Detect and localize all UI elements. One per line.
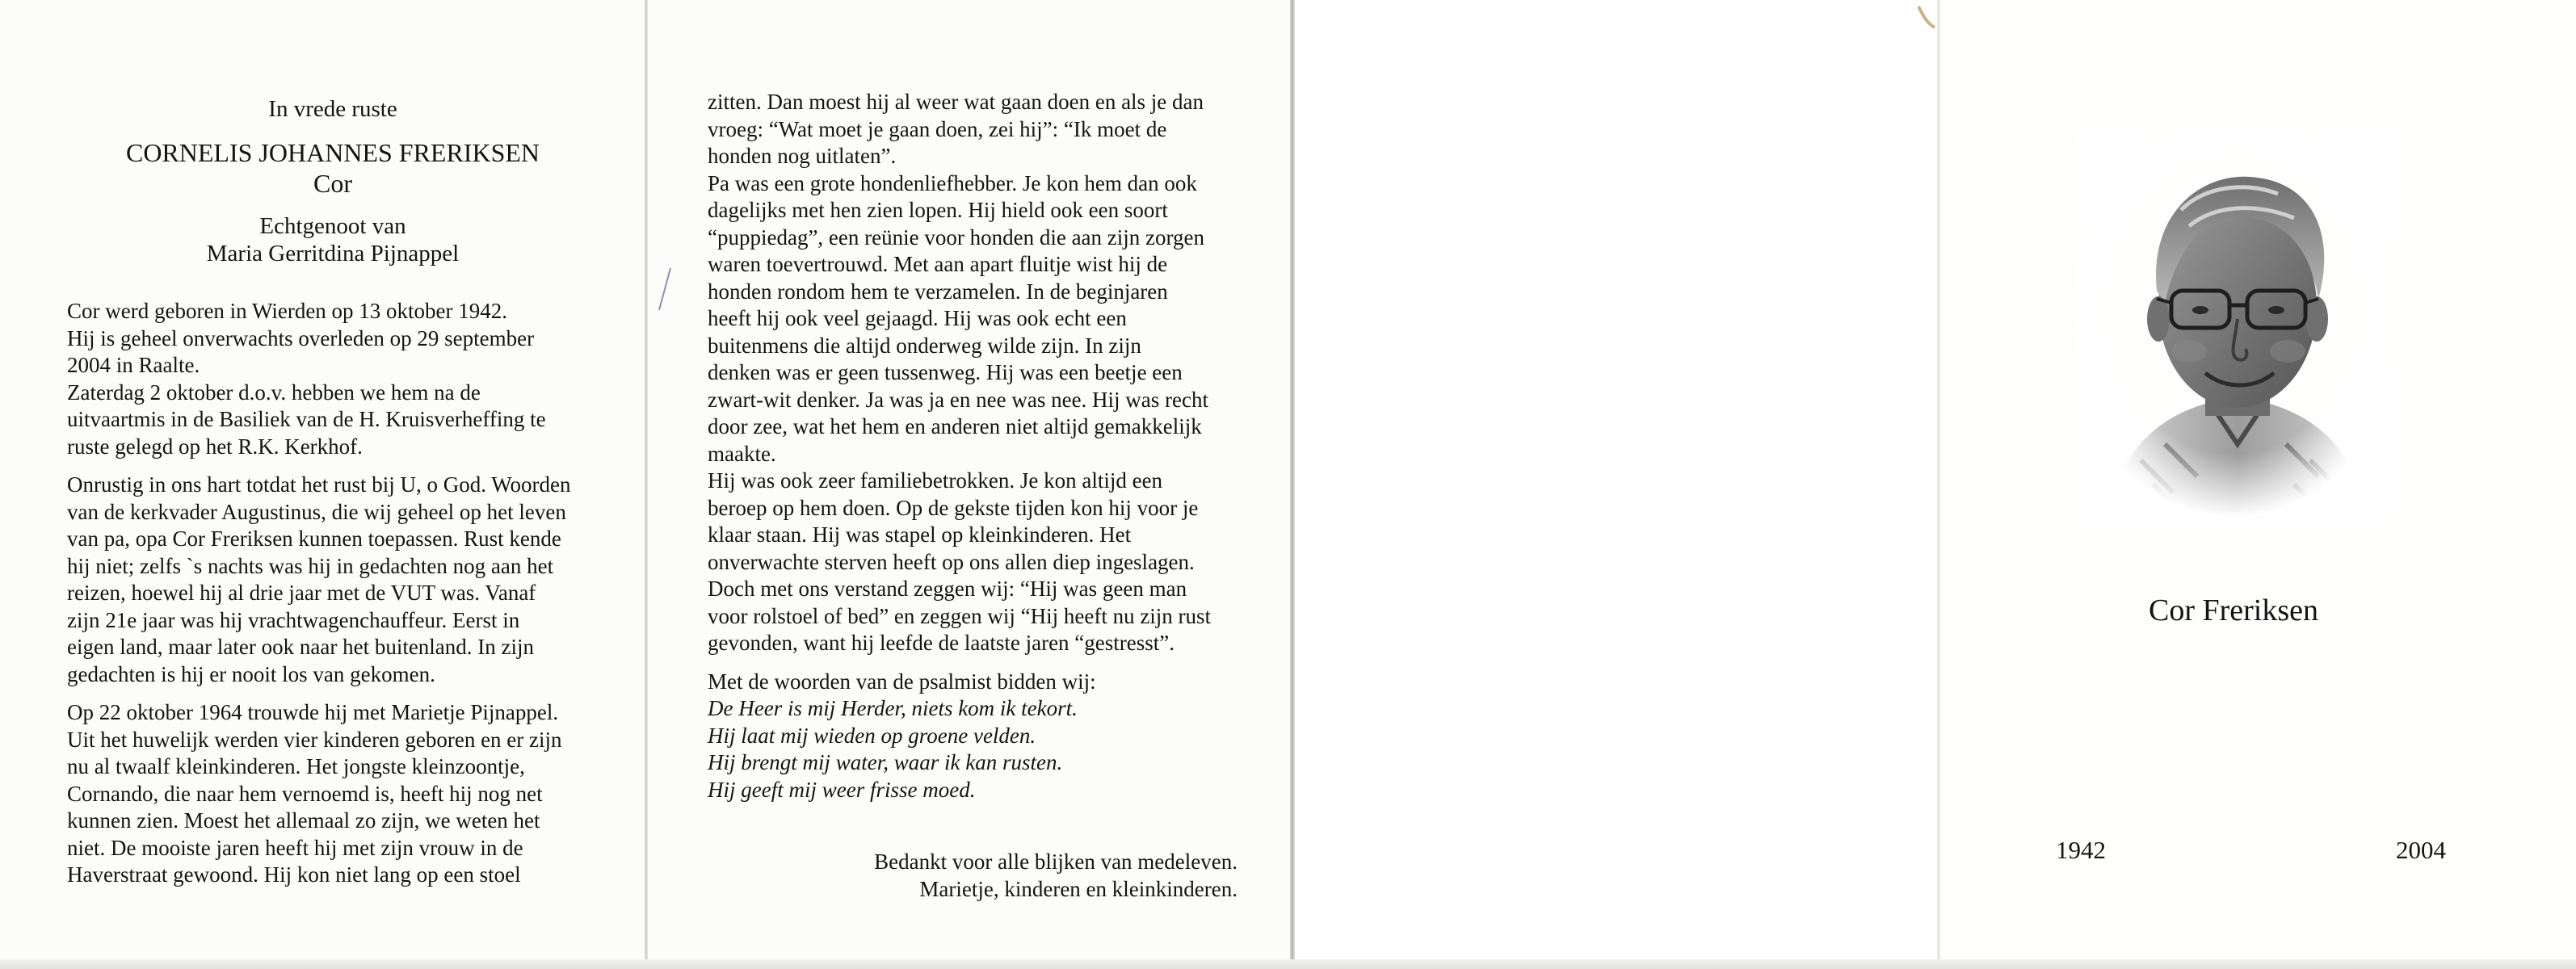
year-of-birth: 1942 [2056, 836, 2106, 864]
full-name-heading: CORNELIS JOHANNES FRERIKSEN [125, 138, 540, 167]
pen-stroke-mark [653, 265, 677, 313]
spouse-name: Maria Gerritdina Pijnappel [206, 241, 460, 266]
card-fold [1937, 0, 1940, 969]
nickname: Cor [313, 169, 352, 198]
card-fold [1290, 0, 1295, 969]
spouse-label: Echtgenoot van [259, 213, 406, 239]
in-memoriam-heading: In vrede ruste [268, 96, 397, 122]
biography-paragraph: Op 22 oktober 1964 trouwde hij met Marietje Pijnappel. Uit het huwelijk werden vier kinderen geboren en er zijn nu al twaalf kleinkinderen. Het jongste kleinzoontje, Cornando, die naar hem vernoemd is, heeft hij nog net kunnen zien. Moest het allemaal zo zijn, we weten het niet. De mooiste jaren heeft hij met zijn vrouw in de Haverstraat gewoond. Hij kon niet lang op een stoel [67, 700, 562, 887]
card-fold [645, 0, 648, 969]
psalm-text: De Heer is mij Herder, niets kom ik tekort. Hij laat mij wieden op groene velden. Hij brengt mij water, waar ik kan rusten. Hij geeft mij weer frisse moed. [708, 696, 1078, 802]
biography-paragraph: Cor werd geboren in Wierden op 13 oktober 1942. Hij is geheel onverwachts overleden op 29 september 2004 in Raalte. Zaterdag 2 oktober d.o.v. hebben we hem na de uitvaartmis in de Basiliek van de H. Kruisverheffing te ruste gelegd op het R.K. Kerkhof. [67, 299, 546, 459]
biography-paragraph: Onrustig in ons hart totdat het rust bij U, o God. Woorden van de kerkvader Augustinus, die wij geheel op het leven van pa, opa Cor Freriksen kunnen toepassen. Rust kende hij niet; zelfs `s nachts was hij in gedachten nog aan het reizen, hoewel hij al drie jaar met de VUT was. Vanaf zijn 21e jaar was hij vrachtwagenchauffeur. Eerst in eigen land, maar later ook naar het buitenland. In zijn gedachten is hij er nooit los van gekomen. [67, 472, 571, 686]
biography-paragraph: zitten. Dan moest hij al weer wat gaan doen en als je dan vroeg: “Wat moet je gaan doen, zei hij”: “Ik moet de honden nog uitlaten”. Pa was een grote hondenliefhebber. Je kon hem dan ook dagelijks met hen zien lopen. Hij hield ook een soort “puppiedag”, een reünie voor honden die aan zijn zorgen waren toevertrouwd. Met aan apart fluitje wist hij de honden rondom hem te verzamelen. In de beginjaren heeft hij ook veel gejaagd. Hij was ook echt een buitenmens die altijd onderweg wilde zijn. In zijn denken was er geen tussenweg. Hij was een beetje een zwart-wit denker. Ja was ja en nee was nee. Hij was recht door zee, wat het hem en anderen niet altijd gemakkelijk maakte. Hij was ook zeer familiebetrokken. Je kon altijd een beroep op hem doen. Op de gekste tijden kon hij voor je klaar staan. Hij was stapel op kleinkinderen. Het onverwachte sterven heeft op ons allen diep ingeslagen. Doch met ons verstand zeggen wij: “Hij was geen man voor rolstoel of bed” en zeggen wij “Hij heeft nu zijn rust gevonden, want hij leefde de laatste jaren “gestresst”. [708, 90, 1212, 655]
paper-edge [0, 959, 2576, 969]
psalm-intro: Met de woorden van de psalmist bidden wij: [708, 669, 1096, 694]
year-of-death: 2004 [2396, 836, 2446, 864]
paper-nick-mark [1910, 0, 1943, 32]
thanks-text: Bedankt voor alle blijken van medeleven. Marietje, kinderen en kleinkinderen. [874, 849, 1238, 901]
cover-name: Cor Freriksen [2148, 594, 2319, 627]
card-panel-blank [1292, 0, 1939, 969]
biography-text-middle [708, 89, 1239, 803]
portrait-photo [2076, 137, 2391, 517]
biography-text-left [67, 298, 599, 889]
